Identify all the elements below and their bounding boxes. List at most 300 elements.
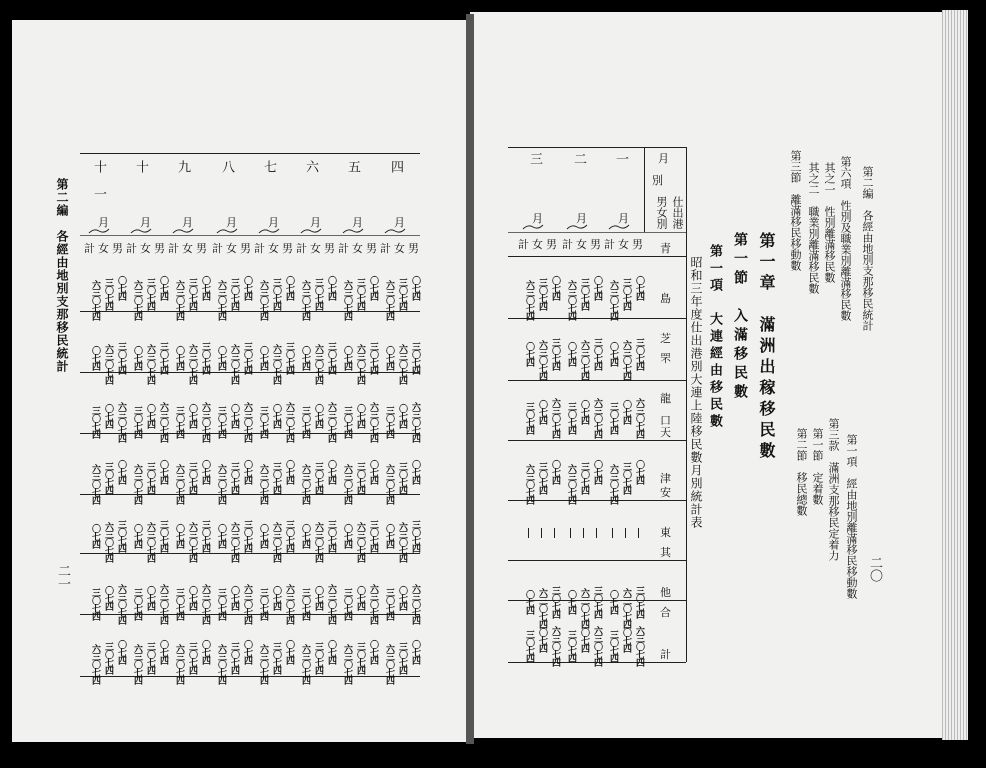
left-sex-label: 女 (310, 242, 321, 255)
right-cell-value: 三〇七四 (524, 630, 534, 662)
toc-line-6: 第一項 經由地別離滿移民移動數 (845, 434, 858, 599)
left-cell-value: 〇七四 (258, 524, 268, 548)
left-row-rule (80, 311, 420, 312)
col-zhifu-2: 罘 (660, 352, 671, 365)
left-cell-value: 六三〇七四 (326, 584, 336, 624)
left-cell-value: 三〇七四 (200, 520, 210, 552)
left-sex-label: 男 (408, 242, 419, 255)
right-col-rule (508, 256, 686, 257)
left-cell-value: 三〇七四 (229, 462, 239, 494)
left-cell-value: 六三〇七四 (187, 522, 197, 562)
toc-line-3: 其之一 性別離滿移民數 (823, 162, 836, 283)
left-row-rule (80, 553, 420, 554)
left-cell-value: 〇七四 (216, 346, 226, 370)
left-cell-value: 〇七四 (313, 404, 323, 428)
right-row-rule (508, 500, 686, 501)
left-sex-label: 計 (168, 242, 179, 255)
left-sex-label: 計 (126, 242, 137, 255)
left-month-suffix: 月 (268, 216, 279, 229)
left-month-6: 六 (303, 160, 318, 173)
left-sex-label: 男 (366, 242, 377, 255)
right-header-divider (644, 147, 645, 232)
left-cell-value: 〇七四 (410, 276, 420, 300)
left-month-4: 四 (388, 160, 403, 173)
left-sex-label: 女 (182, 242, 193, 255)
left-cell-value: 六三〇七四 (368, 584, 378, 624)
left-cell-value: 〇七四 (174, 346, 184, 370)
left-cell-value: 〇七四 (313, 586, 323, 610)
left-cell-value: 六三〇七四 (90, 644, 100, 684)
left-cell-value: 三〇七四 (116, 342, 126, 374)
left-sex-label: 女 (268, 242, 279, 255)
left-cell-value: 〇七四 (132, 524, 142, 548)
left-cell-value: 〇七四 (284, 460, 294, 484)
col-qingdao-2: 島 (660, 292, 671, 305)
left-cell-value: 三〇七四 (410, 342, 420, 374)
left-cell-value: 六三〇七四 (158, 402, 168, 442)
left-cell-value: 三〇七四 (216, 588, 226, 620)
right-cell-value: 三〇七四 (634, 586, 644, 618)
left-cell-value: 六三〇七四 (368, 402, 378, 442)
col-andong-1: 安 (660, 486, 671, 499)
left-cell-value: 〇七四 (103, 586, 113, 610)
left-cell-value: 〇七四 (200, 460, 210, 484)
page-edges (942, 10, 968, 740)
left-cell-value: 三〇七四 (90, 406, 100, 438)
right-cell-value: 〇七四 (524, 590, 534, 614)
left-cell-value: 三〇七四 (258, 406, 268, 438)
right-month-suffix: 月 (618, 212, 629, 225)
left-cell-value: 三〇七四 (90, 588, 100, 620)
header-bet: 別 (652, 174, 663, 187)
left-brace-mark (88, 228, 110, 234)
left-month-11: 十一 (91, 160, 106, 214)
left-cell-value: 六三〇七四 (116, 584, 126, 624)
left-cell-value: 三〇七四 (313, 462, 323, 494)
right-sex-label: 計 (604, 238, 615, 251)
right-sex-label: 計 (518, 238, 529, 251)
empty-dash (612, 528, 613, 538)
left-cell-value: 三〇七四 (145, 462, 155, 494)
left-cell-value: 〇七四 (300, 524, 310, 548)
left-sex-label: 計 (84, 242, 95, 255)
empty-dash (583, 528, 584, 538)
empty-dash (528, 528, 529, 538)
left-sex-label: 女 (394, 242, 405, 255)
right-cell-value: 六三〇七四 (524, 280, 534, 320)
left-cell-value: 〇七四 (90, 346, 100, 370)
left-cell-value: 〇七四 (145, 404, 155, 428)
col-zhifu-1: 芝 (660, 332, 671, 345)
left-cell-value: 三〇七四 (145, 642, 155, 674)
left-cell-value: 六三〇七四 (410, 584, 420, 624)
right-brace-mark (522, 224, 544, 230)
left-cell-value: 六三〇七四 (174, 280, 184, 320)
right-cell-value: 六三〇七四 (537, 588, 547, 628)
left-cell-value: 三〇七四 (174, 588, 184, 620)
right-sex-label: 女 (532, 238, 543, 251)
left-cell-value: 〇七四 (300, 346, 310, 370)
col-longkou-2: 口 (660, 414, 671, 427)
right-sex-label: 計 (562, 238, 573, 251)
col-longkou-1: 龍 (660, 392, 671, 405)
left-sex-label: 男 (282, 242, 293, 255)
right-cell-value: 六三〇七四 (550, 626, 560, 666)
left-cell-value: 三〇七四 (397, 462, 407, 494)
left-cell-value: 三〇七四 (368, 520, 378, 552)
left-cell-value: 六三〇七四 (116, 402, 126, 442)
left-sex-label: 男 (324, 242, 335, 255)
left-cell-value: 〇七四 (368, 460, 378, 484)
right-cell-value: 〇七四 (592, 460, 602, 484)
left-cell-value: 六三〇七四 (242, 584, 252, 624)
header-sex: 男女別 (655, 196, 668, 229)
right-cell-value: 〇七四 (592, 276, 602, 300)
right-cell-value: 〇七四 (566, 342, 576, 366)
right-cell-value: 三〇七四 (608, 402, 618, 434)
right-sex-label: 女 (576, 238, 587, 251)
left-cell-value: 三〇七四 (368, 342, 378, 374)
left-month-suffix: 月 (98, 216, 109, 229)
right-row-rule (508, 440, 686, 441)
right-header-rule (508, 232, 686, 233)
left-cell-value: 〇七四 (229, 404, 239, 428)
right-sex-label: 男 (632, 238, 643, 251)
left-month-suffix: 月 (226, 216, 237, 229)
left-month-suffix: 月 (394, 216, 405, 229)
right-cell-value: 三〇七四 (608, 630, 618, 662)
right-cell-value: 〇七四 (608, 590, 618, 614)
left-sex-label: 女 (352, 242, 363, 255)
left-cell-value: 〇七四 (384, 524, 394, 548)
toc-line-1: 第二編 各經由地別支那移民統計 (861, 166, 874, 331)
right-sex-label: 男 (546, 238, 557, 251)
left-cell-value: 〇七四 (368, 276, 378, 300)
chapter-title: 第一章 滿洲出稼移民數 (757, 232, 776, 463)
left-cell-value: 六三〇七四 (313, 344, 323, 384)
left-cell-value: 三〇七四 (145, 278, 155, 310)
right-month-suffix: 月 (576, 212, 587, 225)
toc-line-5: 第三節 離滿移民移動數 (789, 150, 802, 271)
right-row-rule (508, 318, 686, 319)
left-cell-value: 三〇七四 (326, 520, 336, 552)
left-cell-value: 三〇七四 (200, 342, 210, 374)
left-sex-label: 計 (296, 242, 307, 255)
right-cell-value: 〇七四 (634, 276, 644, 300)
left-cell-value: 六三〇七四 (90, 464, 100, 504)
left-cell-value: 〇七四 (242, 276, 252, 300)
left-sex-label: 男 (112, 242, 123, 255)
right-brace-mark (566, 224, 588, 230)
left-cell-value: 三〇七四 (103, 642, 113, 674)
left-month-8: 八 (219, 160, 234, 173)
left-cell-value: 〇七四 (342, 524, 352, 548)
toc-line-4: 其之二 職業別離滿移民數 (807, 162, 820, 294)
left-running-head: 第二編 各經由地別支那移民統計 (55, 178, 69, 373)
right-cell-value: 三〇七四 (550, 338, 560, 370)
left-cell-value: 三〇七四 (132, 406, 142, 438)
left-header-rule (80, 235, 420, 236)
right-cell-value: 六三〇七四 (634, 626, 644, 666)
left-cell-value: 〇七四 (158, 276, 168, 300)
col-other-1: 其 (660, 546, 671, 559)
empty-dash (596, 528, 597, 538)
left-cell-value: 六三〇七四 (342, 644, 352, 684)
left-cell-value: 〇七四 (342, 346, 352, 370)
left-cell-value: 六三〇七四 (145, 522, 155, 562)
left-cell-value: 〇七四 (284, 640, 294, 664)
left-sex-label: 計 (380, 242, 391, 255)
left-cell-value: 六三〇七四 (132, 464, 142, 504)
left-cell-value: 六三〇七四 (271, 344, 281, 384)
right-cell-value: 三〇七四 (634, 338, 644, 370)
left-cell-value: 三〇七四 (300, 588, 310, 620)
right-month-2: 二 (571, 152, 586, 165)
left-cell-value: 三〇七四 (242, 520, 252, 552)
right-cell-value: 〇七四 (621, 400, 631, 424)
left-cell-value: 〇七四 (410, 640, 420, 664)
table-caption: 昭和三年度仕出港別大連上陸移民數月別統計表 (689, 256, 703, 529)
left-month-9: 九 (175, 160, 190, 173)
left-cell-value: 〇七四 (368, 640, 378, 664)
left-cell-value: 三〇七四 (258, 588, 268, 620)
left-cell-value: 三〇七四 (384, 588, 394, 620)
col-total-2: 計 (660, 648, 671, 661)
right-table-top-rule (508, 147, 686, 148)
right-cell-value: 三〇七四 (537, 278, 547, 310)
left-cell-value: 〇七四 (158, 640, 168, 664)
right-brace-mark (608, 224, 630, 230)
right-cell-value: 三〇七四 (537, 462, 547, 494)
col-andong-2: 東 (660, 526, 671, 539)
left-cell-value: 六三〇七四 (158, 584, 168, 624)
left-cell-value: 〇七四 (116, 460, 126, 484)
left-cell-value: 三〇七四 (313, 278, 323, 310)
left-cell-value: 六三〇七四 (384, 280, 394, 320)
left-cell-value: 六三〇七四 (90, 280, 100, 320)
left-cell-value: 〇七四 (200, 640, 210, 664)
left-cell-value: 三〇七四 (103, 278, 113, 310)
left-cell-value: 三〇七四 (158, 520, 168, 552)
right-row-rule (508, 560, 686, 561)
right-cell-value: 六三〇七四 (634, 398, 644, 438)
left-cell-value: 三〇七四 (174, 406, 184, 438)
right-cell-value: 三〇七四 (579, 278, 589, 310)
right-row-rule (508, 380, 686, 381)
left-month-suffix: 月 (310, 216, 321, 229)
left-cell-value: 六三〇七四 (216, 464, 226, 504)
right-cell-value: 〇七四 (537, 400, 547, 424)
left-month-5: 五 (345, 160, 360, 173)
left-cell-value: 三〇七四 (355, 462, 365, 494)
right-cell-value: 六三〇七四 (524, 464, 534, 504)
left-cell-value: 〇七四 (229, 586, 239, 610)
left-cell-value: 六三〇七四 (229, 522, 239, 562)
left-cell-value: 三〇七四 (229, 278, 239, 310)
left-cell-value: 〇七四 (90, 524, 100, 548)
right-sex-label: 男 (590, 238, 601, 251)
left-month-7: 七 (261, 160, 276, 173)
left-sex-label: 女 (226, 242, 237, 255)
left-month-10: 十 (133, 160, 148, 173)
right-cell-value: 〇七四 (579, 400, 589, 424)
left-cell-value: 〇七四 (384, 346, 394, 370)
right-cell-value: 六三〇七四 (566, 280, 576, 320)
right-cell-value: 〇七四 (550, 460, 560, 484)
left-cell-value: 三〇七四 (116, 520, 126, 552)
left-row-rule (80, 494, 420, 495)
left-cell-value: 三〇七四 (187, 278, 197, 310)
left-month-suffix: 月 (182, 216, 193, 229)
right-cell-value: 六三〇七四 (566, 464, 576, 504)
left-cell-value: 三〇七四 (355, 642, 365, 674)
left-brace-mark (130, 228, 152, 234)
right-cell-value: 〇七四 (634, 460, 644, 484)
left-cell-value: 六三〇七四 (145, 344, 155, 384)
left-cell-value: 六三〇七四 (242, 402, 252, 442)
right-cell-value: 三〇七四 (621, 278, 631, 310)
section-title: 第一節 入滿移民數 (732, 232, 748, 403)
left-cell-value: 六三〇七四 (284, 584, 294, 624)
left-cell-value: 三〇七四 (342, 406, 352, 438)
left-cell-value: 三〇七四 (313, 642, 323, 674)
left-cell-value: 三〇七四 (271, 642, 281, 674)
left-cell-value: 〇七四 (271, 586, 281, 610)
item-title: 第一項 大連經由移民數 (707, 244, 722, 431)
left-cell-value: 〇七四 (132, 346, 142, 370)
left-cell-value: 六三〇七四 (300, 644, 310, 684)
left-cell-value: 三〇七四 (284, 520, 294, 552)
col-tianjin-2: 津 (660, 472, 671, 485)
empty-dash (541, 528, 542, 538)
left-sex-label: 女 (98, 242, 109, 255)
right-cell-value: 六三〇七四 (550, 398, 560, 438)
right-cell-value: 〇七四 (537, 628, 547, 652)
left-table-bottom-rule (80, 676, 420, 677)
left-cell-value: 〇七四 (103, 404, 113, 428)
left-cell-value: 六三〇七四 (216, 644, 226, 684)
left-cell-value: 六三〇七四 (174, 464, 184, 504)
left-cell-value: 三〇七四 (284, 342, 294, 374)
left-cell-value: 三〇七四 (410, 520, 420, 552)
left-cell-value: 三〇七四 (271, 278, 281, 310)
left-brace-mark (342, 228, 364, 234)
left-cell-value: 六三〇七四 (355, 522, 365, 562)
right-cell-value: 三〇七四 (592, 586, 602, 618)
right-month-suffix: 月 (532, 212, 543, 225)
left-sex-label: 男 (154, 242, 165, 255)
left-cell-value: 六三〇七四 (300, 464, 310, 504)
left-cell-value: 六三〇七四 (258, 464, 268, 504)
left-cell-value: 〇七四 (116, 276, 126, 300)
left-cell-value: 六三〇七四 (384, 644, 394, 684)
right-month-1: 一 (613, 152, 628, 165)
header-port: 仕出港 (671, 196, 684, 229)
left-cell-value: 〇七四 (200, 276, 210, 300)
left-sex-label: 男 (240, 242, 251, 255)
right-cell-value: 〇七四 (566, 590, 576, 614)
right-cell-value: 六三〇七四 (592, 626, 602, 666)
right-cell-value: 三〇七四 (592, 338, 602, 370)
left-cell-value: 六三〇七四 (132, 280, 142, 320)
right-table-right-rule (686, 147, 687, 662)
right-cell-value: 六三〇七四 (608, 464, 618, 504)
right-cell-value: 三〇七四 (550, 586, 560, 618)
left-cell-value: 三〇七四 (355, 278, 365, 310)
left-cell-value: 六三〇七四 (229, 344, 239, 384)
left-cell-value: 三〇七四 (271, 462, 281, 494)
right-cell-value: 〇七四 (524, 342, 534, 366)
left-month-suffix: 月 (352, 216, 363, 229)
left-cell-value: 三〇七四 (103, 462, 113, 494)
left-cell-value: 〇七四 (216, 524, 226, 548)
left-cell-value: 〇七四 (284, 276, 294, 300)
left-cell-value: 〇七四 (326, 640, 336, 664)
right-cell-value: 三〇七四 (566, 402, 576, 434)
left-cell-value: 三〇七四 (397, 642, 407, 674)
header-month: 月 (658, 152, 669, 165)
right-cell-value: 六三〇七四 (621, 588, 631, 628)
left-cell-value: 三〇七四 (384, 406, 394, 438)
left-cell-value: 六三〇七四 (200, 402, 210, 442)
left-brace-mark (216, 228, 238, 234)
left-cell-value: 六三〇七四 (410, 402, 420, 442)
left-cell-value: 〇七四 (397, 404, 407, 428)
left-cell-value: 三〇七四 (300, 406, 310, 438)
left-cell-value: 〇七四 (158, 460, 168, 484)
empty-dash (570, 528, 571, 538)
left-page-number: 二一 (55, 564, 70, 590)
left-cell-value: 〇七四 (410, 460, 420, 484)
left-cell-value: 〇七四 (187, 586, 197, 610)
right-cell-value: 〇七四 (579, 628, 589, 652)
empty-dash (554, 528, 555, 538)
left-cell-value: 三〇七四 (216, 406, 226, 438)
right-page-number: 二〇 (867, 556, 882, 582)
left-cell-value: 六三〇七四 (326, 402, 336, 442)
left-cell-value: 六三〇七四 (200, 584, 210, 624)
left-cell-value: 六三〇七四 (258, 644, 268, 684)
left-cell-value: 三〇七四 (229, 642, 239, 674)
right-cell-value: 〇七四 (550, 276, 560, 300)
right-cell-value: 六三〇七四 (579, 588, 589, 628)
left-cell-value: 〇七四 (397, 586, 407, 610)
left-brace-mark (172, 228, 194, 234)
left-cell-value: 六三〇七四 (300, 280, 310, 320)
empty-dash (625, 528, 626, 538)
right-sex-label: 女 (618, 238, 629, 251)
left-cell-value: 六三〇七四 (271, 522, 281, 562)
left-cell-value: 〇七四 (271, 404, 281, 428)
toc-line-2: 第六項 性別及職業別離滿移民數 (839, 156, 852, 321)
left-cell-value: 〇七四 (187, 404, 197, 428)
toc-line-7: 第三款 滿洲支那移民定着力 (827, 418, 840, 561)
left-cell-value: 〇七四 (355, 404, 365, 428)
left-cell-value: 六三〇七四 (397, 522, 407, 562)
left-cell-value: 〇七四 (242, 460, 252, 484)
left-brace-mark (300, 228, 322, 234)
left-cell-value: 六三〇七四 (284, 402, 294, 442)
left-sex-label: 男 (196, 242, 207, 255)
empty-dash (638, 528, 639, 538)
left-cell-value: 〇七四 (355, 586, 365, 610)
col-other-2: 他 (660, 586, 671, 599)
left-brace-mark (258, 228, 280, 234)
left-cell-value: 六三〇七四 (342, 464, 352, 504)
left-cell-value: 六三〇七四 (397, 344, 407, 384)
right-cell-value: 〇七四 (608, 342, 618, 366)
right-cell-value: 三〇七四 (566, 630, 576, 662)
